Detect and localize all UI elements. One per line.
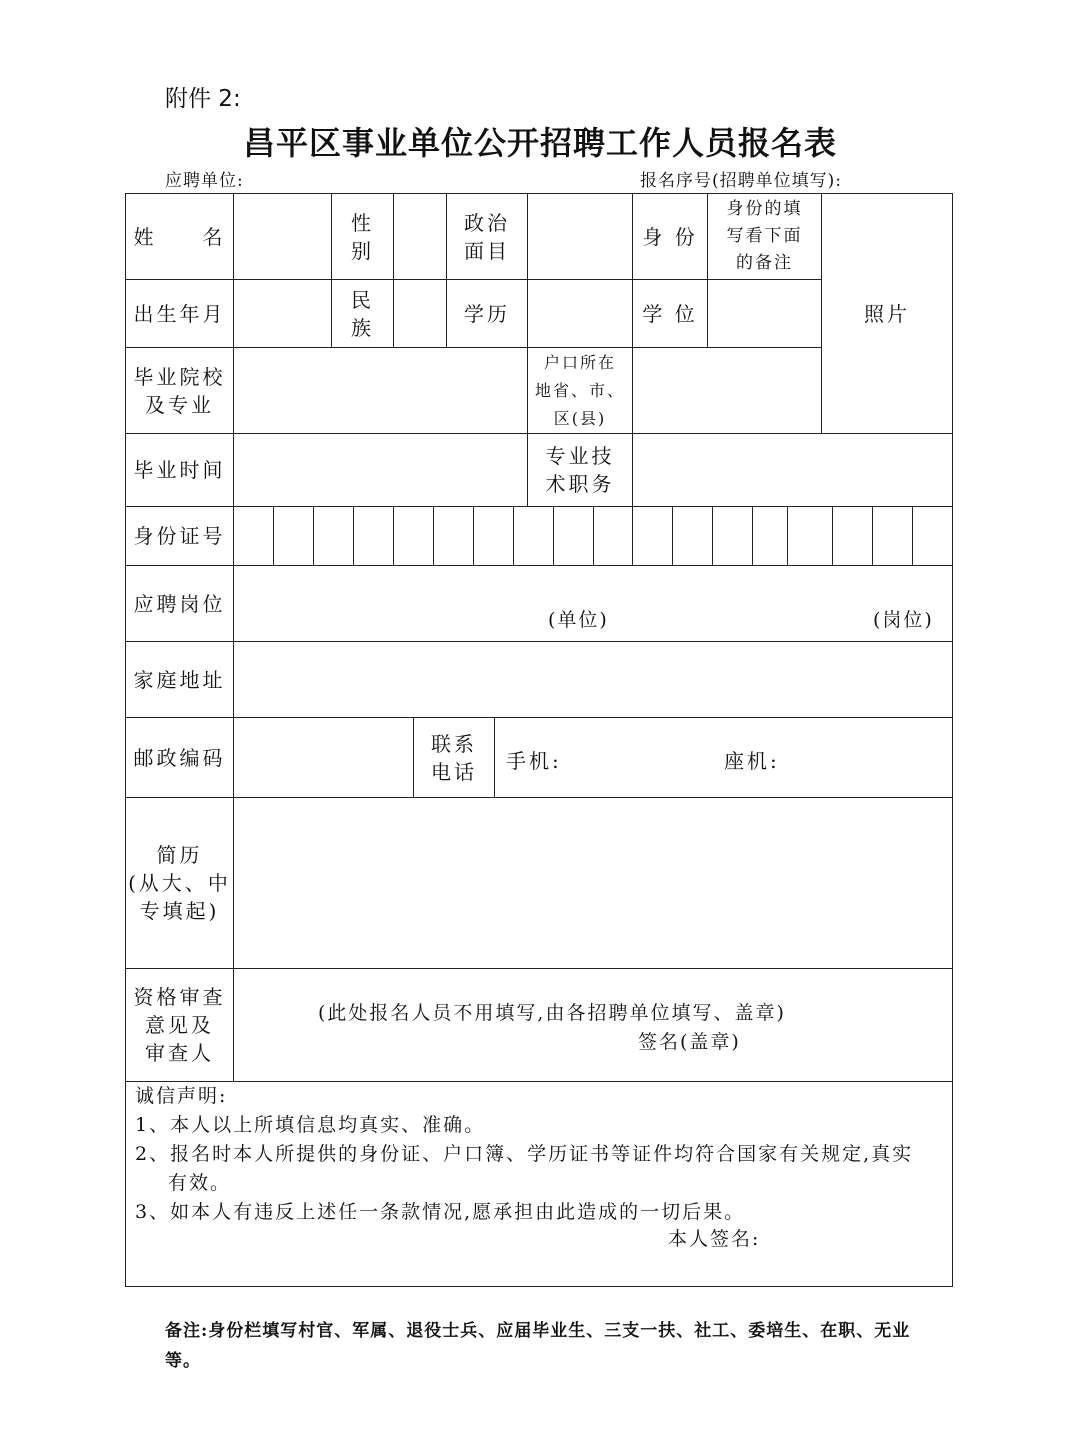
degree-field[interactable]	[708, 280, 821, 347]
contact-phone-label: 联系 电话	[431, 731, 477, 784]
integrity-item: 有效。	[168, 1172, 232, 1194]
ethnicity-label: 民 族	[351, 287, 374, 340]
integrity-item: 1、本人以上所填信息均真实、准确。	[135, 1114, 486, 1136]
birth-date-field[interactable]	[234, 280, 331, 347]
serial-number-label: 报名序号(招聘单位填写):	[640, 171, 842, 191]
education-label: 学历	[464, 301, 510, 326]
graduation-time-label: 毕业时间	[133, 458, 226, 482]
position-unit-hint: (单位)	[548, 609, 609, 631]
political-status-field[interactable]	[528, 194, 632, 279]
education-field[interactable]	[528, 280, 632, 347]
form-title: 昌平区事业单位公开招聘工作人员报名表	[242, 124, 837, 162]
landline-label: 座机:	[724, 749, 780, 773]
applicant-signature[interactable]: 本人签名:	[668, 1228, 761, 1250]
identity-hint[interactable]: 身份的填 写看下面 的备注	[726, 199, 803, 273]
graduation-time-field[interactable]	[234, 434, 527, 506]
tech-title-label: 专业技 术职务	[545, 444, 615, 496]
review-signature: 签名(盖章)	[638, 1031, 741, 1053]
grid-line	[125, 1286, 953, 1287]
id-number-field[interactable]	[234, 507, 952, 565]
photo-box[interactable]: 照片	[864, 301, 910, 326]
review-label: 资格审查 意见及 审查人	[133, 985, 226, 1065]
gender-field[interactable]	[394, 194, 446, 279]
review-field	[234, 969, 952, 1081]
degree-label: 学 位	[642, 301, 698, 326]
tech-title-field[interactable]	[633, 434, 952, 506]
gender-label: 性 别	[351, 210, 374, 263]
school-major-field[interactable]	[234, 348, 527, 433]
position-label: 应聘岗位	[133, 591, 226, 616]
hukou-field[interactable]	[633, 348, 821, 433]
postcode-field[interactable]	[234, 718, 413, 797]
hukou-label: 户口所在 地省、市、 区(县)	[534, 352, 625, 428]
name-label: 姓 名	[133, 224, 226, 249]
postcode-label: 邮政编码	[133, 745, 226, 770]
integrity-title: 诚信声明:	[135, 1085, 228, 1107]
home-address-field[interactable]	[234, 642, 952, 717]
applying-unit-label: 应聘单位:	[165, 171, 244, 191]
review-note: (此处报名人员不用填写,由各招聘单位填写、盖章)	[318, 1002, 786, 1024]
id-number-label: 身份证号	[133, 524, 226, 548]
position-post-hint: (岗位)	[873, 609, 934, 631]
school-major-label: 毕业院校 及专业	[133, 364, 226, 417]
footnote: 备注:身份栏填写村官、军属、退役士兵、应届毕业生、三支一扶、社工、委培生、在职、无业等。	[165, 1321, 911, 1371]
ethnicity-field[interactable]	[394, 280, 446, 347]
political-status-label: 政治 面目	[464, 210, 510, 263]
grid-line	[952, 193, 953, 1287]
mobile-label: 手机:	[506, 749, 562, 773]
home-address-label: 家庭地址	[133, 667, 226, 692]
attachment-label: 附件 2:	[165, 86, 241, 112]
birth-date-label: 出生年月	[133, 301, 226, 326]
integrity-item: 3、如本人有违反上述任一条款情况,愿承担由此造成的一切后果。	[135, 1201, 746, 1223]
resume-label: 简历 (从大、中 专填起)	[128, 843, 231, 923]
integrity-item: 2、报名时本人所提供的身份证、户口簿、学历证书等证件均符合国家有关规定,真实	[135, 1143, 914, 1165]
integrity-statement	[135, 1082, 950, 1227]
identity-label: 身 份	[642, 224, 698, 249]
name-field[interactable]	[234, 194, 331, 279]
resume-field[interactable]	[234, 798, 952, 968]
